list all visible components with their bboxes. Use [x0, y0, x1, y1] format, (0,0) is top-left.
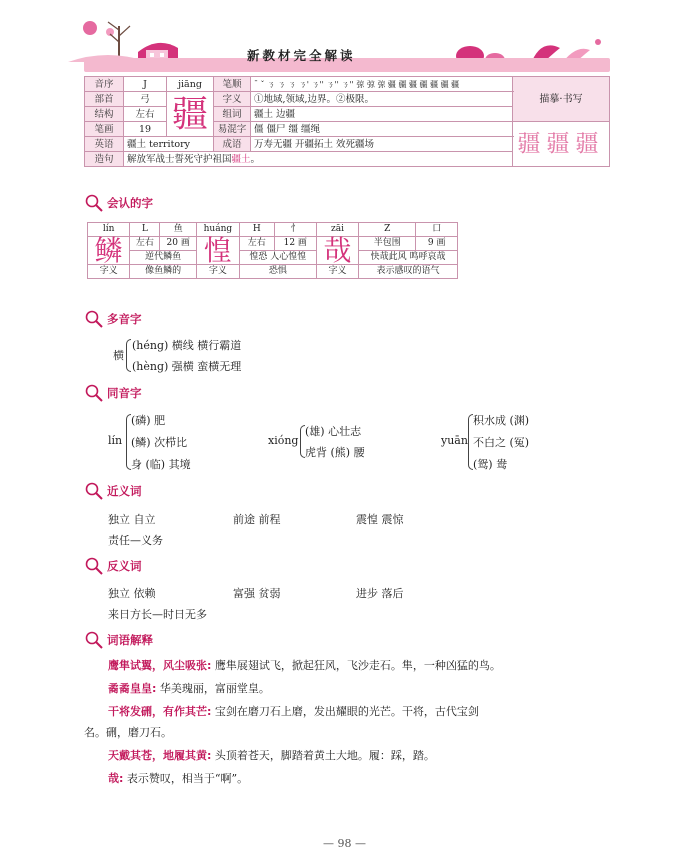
confuse-label: 易混字 — [214, 122, 251, 137]
polyphone-line: (héng) 横线 横行霸道 — [132, 339, 242, 352]
rec-char: 哉 — [316, 237, 358, 265]
polyphone-char: 横 — [113, 349, 124, 362]
antonym-pair: 独立 依赖 — [108, 587, 156, 600]
rec-meaning: 表示感叹的语气 — [359, 265, 458, 279]
rec-structure: 左右 — [130, 237, 160, 251]
english: 疆土 territory — [124, 137, 214, 152]
rec-pinyin: lín — [88, 223, 130, 237]
words: 疆土 边疆 — [251, 107, 513, 122]
section-homophone — [84, 384, 142, 402]
explanation-text: 名。硎，磨刀石。 — [84, 726, 172, 739]
homophone-line: (鸳) 鸯 — [473, 458, 508, 471]
rec-words: 逆代鳞鱼 — [130, 251, 197, 265]
explanation-term: 矞矞皇皇: — [108, 682, 157, 695]
stroke-order-label: 笔顺 — [214, 77, 251, 92]
rec-seq: L — [130, 223, 160, 237]
pinyin-seq-label: 音序 — [85, 77, 124, 92]
homophone-line: (雄) 心壮志 — [305, 425, 362, 438]
explanation-term: 哉: — [108, 772, 124, 785]
sentence-end: 。 — [250, 153, 261, 165]
strokes-label: 笔画 — [85, 122, 124, 137]
antonym-pair: 富强 贫弱 — [233, 587, 281, 600]
rec-seq: Z — [359, 223, 416, 237]
magnifier-icon — [84, 482, 104, 500]
homophone-line: 虎背 (熊) 腰 — [305, 446, 365, 459]
rec-meaning-label: 字义 — [196, 265, 239, 279]
pinyin: jiāng — [167, 77, 214, 92]
brace — [126, 339, 131, 372]
rec-strokes: 20 画 — [160, 237, 197, 251]
antonym-pair: 进步 落后 — [356, 587, 404, 600]
rec-meaning: 像鱼鳞的 — [130, 265, 197, 279]
pinyin-seq: J — [124, 77, 167, 92]
explanation-term: 天戴其苍，地履其黄: — [108, 749, 212, 762]
radical-label: 部首 — [85, 92, 124, 107]
section-recognize — [84, 194, 153, 212]
explanation-item — [108, 658, 501, 674]
meaning: ①地域,领域,边界。②极限。 — [251, 92, 513, 107]
page-number: — 98 — — [323, 837, 366, 850]
explanation-item — [108, 681, 270, 697]
rec-pinyin: huáng — [196, 223, 239, 237]
radical: 弓 — [124, 92, 167, 107]
explanation-text: 华美瑰丽，富丽堂皇。 — [156, 682, 270, 695]
structure: 左右 — [124, 107, 167, 122]
rec-words: 快哉此风 鸣呼哀哉 — [359, 251, 458, 265]
explanation-item — [108, 771, 248, 787]
stroke-order: ˉ ˇ ㄋ ㄋ ㄋ ㄋ' ㄋ'' ㄋ'' ㄋ'' 弶 弶 弶 疆 疆 疆 疆 疆 疆 疆 — [251, 77, 513, 92]
homophone-line: 身 (临) 其境 — [131, 458, 191, 471]
explanation-text: 鹰隼展翅试飞，掀起狂风，飞沙走石。隼，一种凶猛的鸟。 — [211, 659, 501, 672]
homophone-pinyin: yuān — [441, 434, 468, 447]
main-character: 疆 — [167, 92, 214, 137]
idiom-label: 成语 — [214, 137, 251, 152]
copy-char: 疆 — [575, 130, 605, 157]
rec-structure: 左右 — [239, 237, 274, 251]
homophone-pinyin: xióng — [268, 434, 299, 447]
copy-char: 疆 — [546, 130, 576, 157]
rec-char: 惶 — [196, 237, 239, 265]
copy-char: 疆 — [517, 130, 547, 157]
synonym-pair: 责任—义务 — [108, 534, 163, 547]
magnifier-icon — [84, 310, 104, 328]
homophone-line: 不白之 (冤) — [473, 436, 530, 449]
section-title: 近义词 — [107, 484, 142, 498]
magnifier-icon — [84, 631, 104, 649]
explanation-text: 头顶着苍天，脚踏着黄土大地。履：踩，踏。 — [211, 749, 435, 762]
explanation-term: 干将发硎，有作其芒: — [108, 705, 212, 718]
section-title: 同音字 — [107, 386, 142, 400]
homophone-line: (鳞) 次栉比 — [131, 436, 188, 449]
copy-practice — [513, 122, 610, 167]
rec-char: 鳞 — [88, 237, 130, 265]
section-title: 多音字 — [107, 312, 142, 326]
explanation-item — [108, 704, 479, 720]
magnifier-icon — [84, 384, 104, 402]
polyphone-line: (hèng) 强横 蛮横无理 — [132, 360, 242, 373]
section-title: 词语解释 — [107, 633, 153, 647]
section-synonym — [84, 482, 142, 500]
explanation-text: 表示赞叹，相当于“啊”。 — [123, 772, 249, 785]
antonym-pair: 来日方长—时日无多 — [108, 608, 207, 621]
explanation-item — [108, 748, 435, 764]
english-label: 英语 — [85, 137, 124, 152]
rec-meaning: 恐惧 — [239, 265, 316, 279]
rec-structure: 半包围 — [359, 237, 416, 251]
rec-radical: 口 — [416, 223, 458, 237]
magnifier-icon — [84, 557, 104, 575]
rec-meaning-label: 字义 — [88, 265, 130, 279]
synonym-pair: 前途 前程 — [233, 513, 281, 526]
explanation-text: 宝剑在磨刀石上磨，发出耀眼的光芒。干将，古代宝剑 — [211, 705, 479, 718]
confuse-chars: 僵 僵尸 缰 缰绳 — [251, 122, 513, 137]
rec-words: 惶恐 人心惶惶 — [239, 251, 316, 265]
section-antonym — [84, 557, 142, 575]
explanation-item — [84, 725, 172, 741]
section-title: 会认的字 — [107, 196, 153, 210]
sentence-highlight: 疆土 — [231, 153, 251, 165]
section-title: 反义词 — [107, 559, 142, 573]
page-header-title: 新教材完全解读 — [247, 48, 356, 63]
rec-seq: H — [239, 223, 274, 237]
copy-title: 描摹·书写 — [513, 77, 610, 122]
homophone-line: 积水成 (渊) — [473, 414, 530, 427]
rec-meaning-label: 字义 — [316, 265, 358, 279]
homophone-line: (磷) 肥 — [131, 414, 166, 427]
rec-radical: 忄 — [274, 223, 316, 237]
recognize-table — [87, 222, 458, 279]
rec-strokes: 12 画 — [274, 237, 316, 251]
rec-radical: 鱼 — [160, 223, 197, 237]
synonym-pair: 震惶 震惊 — [356, 513, 404, 526]
section-explain — [84, 631, 153, 649]
rec-pinyin: zāi — [316, 223, 358, 237]
meaning-label: 字义 — [214, 92, 251, 107]
rec-strokes: 9 画 — [416, 237, 458, 251]
strokes: 19 — [124, 122, 167, 137]
magnifier-icon — [84, 194, 104, 212]
words-label: 组词 — [214, 107, 251, 122]
sentence — [124, 152, 513, 167]
sentence-text: 解放军战士誓死守护祖国 — [127, 153, 232, 165]
section-polyphone — [84, 310, 142, 328]
structure-label: 结构 — [85, 107, 124, 122]
character-card — [84, 76, 610, 167]
homophone-pinyin: lín — [108, 434, 123, 447]
synonym-pair: 独立 自立 — [108, 513, 156, 526]
explanation-term: 鹰隼试翼，风尘吸张: — [108, 659, 212, 672]
idioms: 万寿无疆 开疆拓土 效死疆场 — [251, 137, 513, 152]
sentence-label: 造句 — [85, 152, 124, 167]
